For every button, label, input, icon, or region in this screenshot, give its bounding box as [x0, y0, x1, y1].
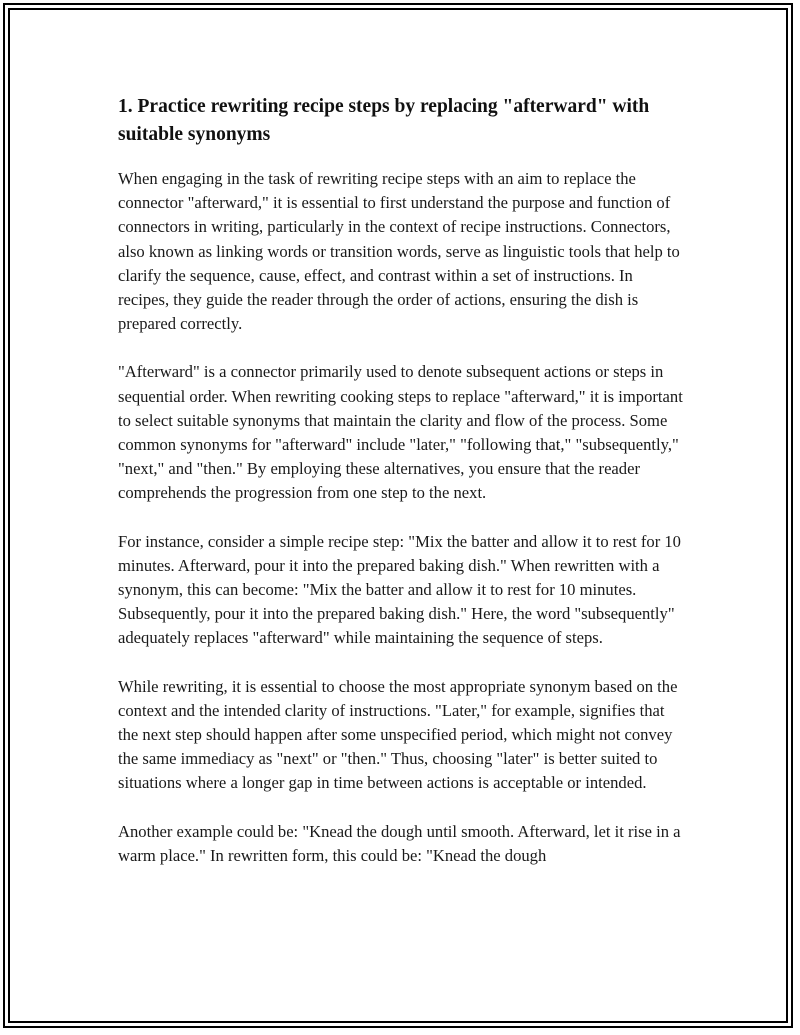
- paragraph-connectors-intro: When engaging in the task of rewriting recipe steps with an aim to replace the connector "afterward," it is essential to first understand the purpose and function of connectors in writing, particularly in the context of recipe instructions. Connectors, also known as linking words or transition words, serve as linguistic tools that help to clarify the sequence, cause, effect, and contrast within a set of instructions. In recipes, they guide the reader through the order of actions, ensuring the dish is prepared correctly.: [118, 169, 680, 334]
- paragraph-afterward-synonyms: "Afterward" is a connector primarily used to denote subsequent actions or steps in sequential order. When rewriting cooking steps to replace "afterward," it is important to select suitable synonyms that maintain the clarity and flow of the process. Some common synonyms for "afterward" include "later," "following that," "subsequently," "next," and "then." By employing these alternatives, you ensure that the reader comprehends the progression from one step to the next.: [118, 362, 683, 503]
- paragraph-choosing-synonym: While rewriting, it is essential to choose the most appropriate synonym based on the context and the intended clarity of instructions. "Later," for example, signifies that the next step should happen after some unspecified period, which might not convey the same immediacy as "next" or "then." Thus, choosing "later" is better suited to situations where a longer gap in time between actions is acceptable or intended.: [118, 676, 678, 793]
- section-heading: 1. Practice rewriting recipe steps by replacing "afterward" with suitable synonyms: [118, 96, 650, 145]
- paragraph-dough-example: Another example could be: "Knead the dough until smooth. Afterward, let it rise in a warm place." In rewritten form, this could be: "Knead the dough: [118, 821, 681, 865]
- document-body: [118, 93, 686, 892]
- paragraph-batter-example: For instance, consider a simple recipe step: "Mix the batter and allow it to rest for 10 minutes. Afterward, pour it into the prepared baking dish." When rewritten with a synonym, this can become: "Mix the batter and allow it to rest for 10 minutes. Subsequently, pour it into the prepared baking dish." Here, the word "subsequently" adequately replaces "afterward" while maintaining the sequence of steps.: [118, 531, 681, 648]
